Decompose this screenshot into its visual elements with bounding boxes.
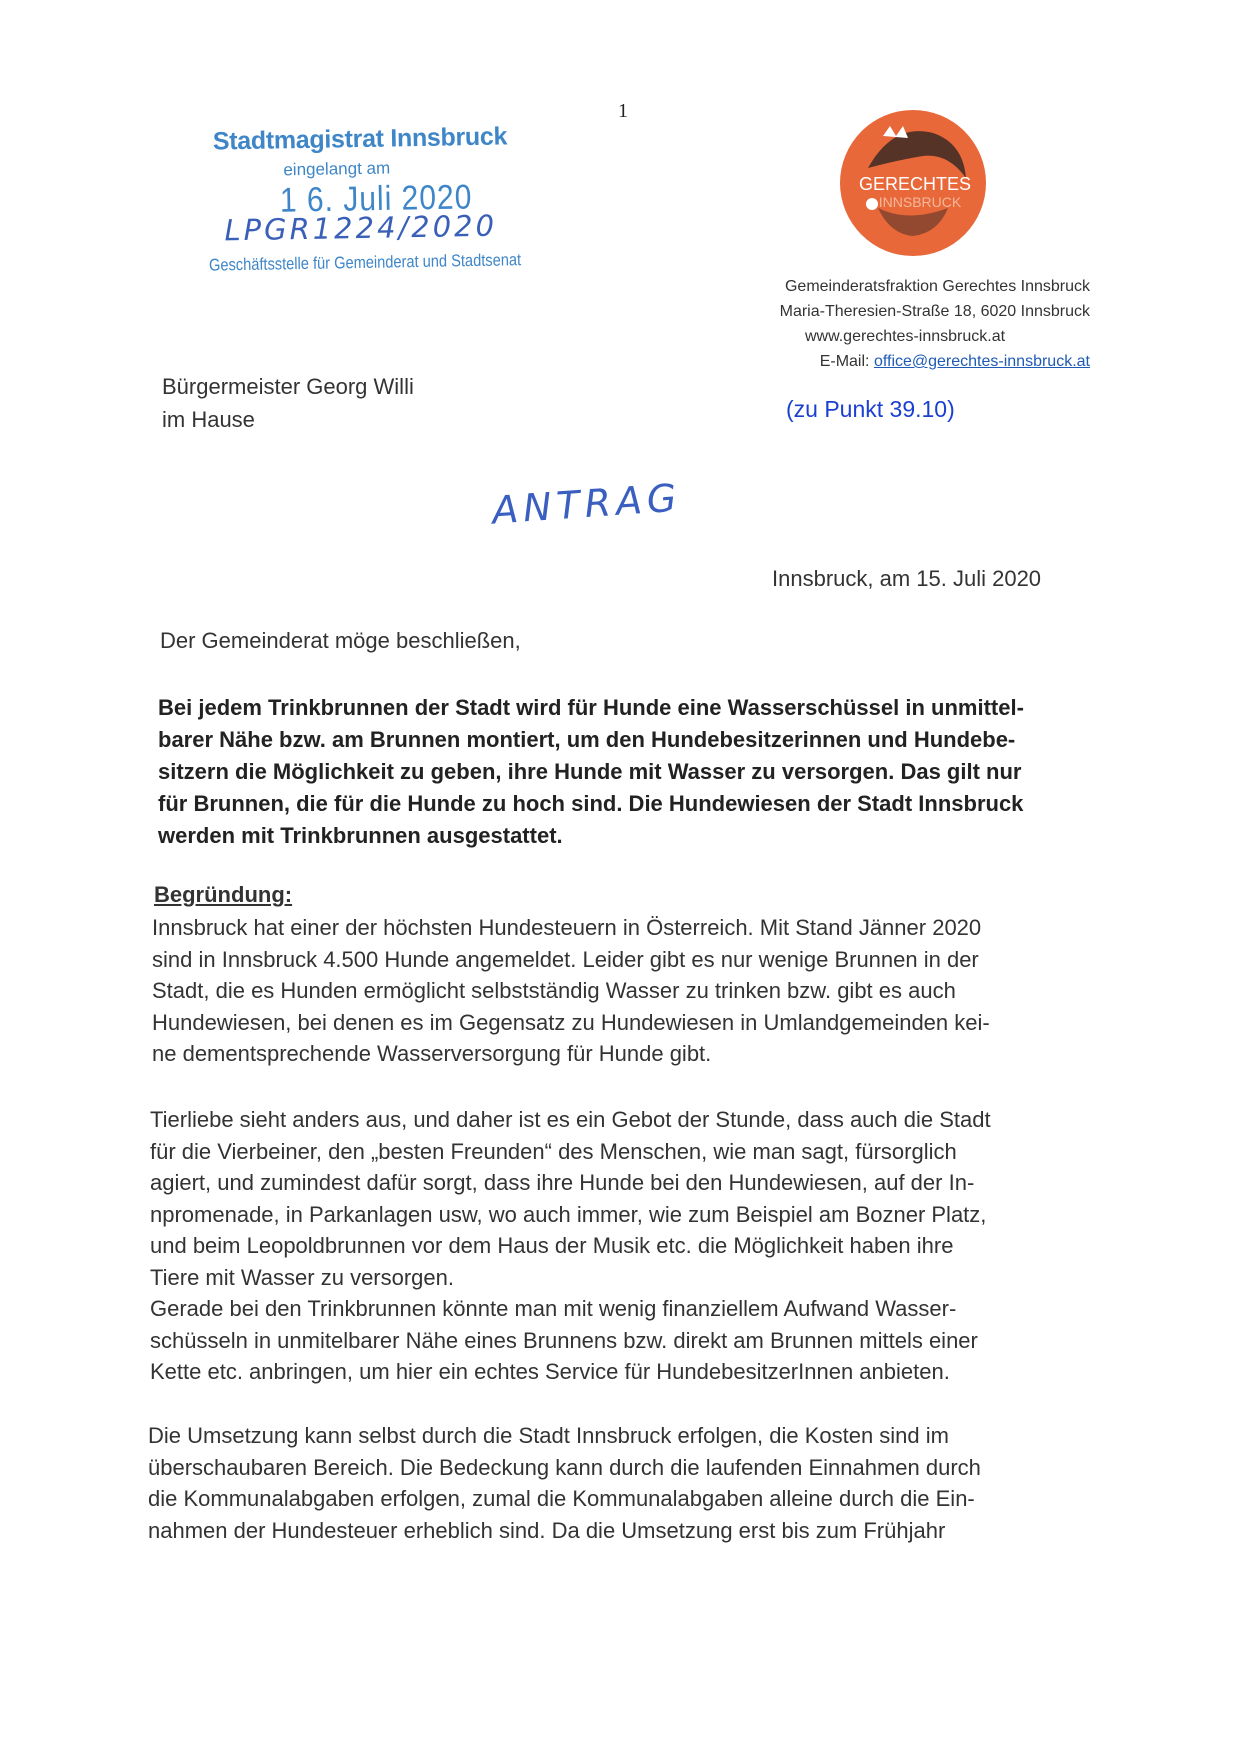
motion-line: Bei jedem Trinkbrunnen der Stadt wird für Hunde eine Wasserschüssel in unmittel- [158, 695, 1024, 720]
paragraph-line: ne dementsprechende Wasserversorgung für Hunde gibt. [152, 1041, 712, 1066]
party-website[interactable]: www.gerechtes-innsbruck.at [804, 328, 1006, 345]
section-heading: Begründung: [154, 882, 293, 907]
paragraph-line: Tierliebe sieht anders aus, und daher ist es ein Gebot der Stunde, dass auch die Stadt [150, 1107, 991, 1132]
paragraph-3 [148, 1420, 1078, 1546]
paragraph-line: Kette etc. anbringen, um hier ein echtes Service für HundebesitzerInnen anbieten. [150, 1359, 950, 1384]
party-logo [838, 108, 988, 258]
party-contact-block [700, 274, 1090, 374]
motion-line: barer Nähe bzw. am Brunnen montiert, um den Hundebesitzerinnen und Hundebe- [158, 727, 1016, 752]
motion-line: für Brunnen, die für die Hunde zu hoch sind. Die Hundewiesen der Stadt Innsbruck [158, 791, 1024, 816]
paragraph-line: und beim Leopoldbrunnen vor dem Haus der Musik etc. die Möglichkeit haben ihre [150, 1233, 954, 1258]
logo-text-sub: INNSBRUCK [878, 194, 962, 210]
paragraph-line: agiert, und zumindest dafür sorgt, dass ihre Hunde bei den Hundewiesen, auf der In- [150, 1170, 975, 1195]
paragraph-line: Hundewiesen, bei denen es im Gegensatz zu Hundewiesen in Umlandgemeinden kei- [152, 1009, 990, 1035]
motion-line: werden mit Trinkbrunnen ausgestattet. [158, 823, 563, 848]
party-logo-graphic [838, 108, 988, 258]
motion-line: sitzern die Möglichkeit zu geben, ihre Hunde mit Wasser zu versorgen. Das gilt nur [158, 759, 1022, 784]
party-name: Gemeinderatsfraktion Gerechtes Innsbruck [784, 278, 1090, 295]
paragraph-line: sind in Innsbruck 4.500 Hunde angemeldet. Leider gibt es nur wenige Brunnen in der [152, 946, 979, 972]
paragraph-line: Innsbruck hat einer der höchsten Hundesteuern in Österreich. Mit Stand Jänner 2020 [152, 915, 982, 940]
stamp-title: Stadtmagistrat Innsbruck [212, 122, 508, 156]
stamp-subtitle: eingelangt am [283, 158, 391, 180]
party-email-link[interactable]: office@gerechtes-innsbruck.at [873, 353, 1090, 370]
paragraph-line: Stadt, die es Hunden ermöglicht selbstständig Wasser zu trinken bzw. gibt es auch [152, 978, 956, 1003]
logo-text-main: GERECHTES [858, 174, 972, 194]
paragraph-line: überschaubaren Bereich. Die Bedeckung kann durch die laufenden Einnahmen durch [148, 1454, 981, 1480]
recipient-location: im Hause [162, 407, 255, 432]
paragraph-line: Gerade bei den Trinkbrunnen könnte man mit wenig finanziellem Aufwand Wasser- [150, 1296, 957, 1321]
agenda-reference: (zu Punkt 39.10) [786, 396, 955, 422]
received-stamp [199, 122, 522, 288]
paragraph-line: schüsseln in unmitelbarer Nähe eines Brunnens bzw. direkt am Brunnen mittels einer [150, 1327, 978, 1353]
paragraph-1 [152, 912, 1082, 1070]
intro-line: Der Gemeinderat möge beschließen, [160, 628, 521, 653]
stamp-handwritten-reference: LPGR1224/2020 [224, 208, 498, 248]
handwritten-title: ANTRAG [490, 475, 683, 533]
recipient-block [162, 370, 414, 436]
paragraph-line: npromenade, in Parkanlagen usw, wo auch immer, wie zum Beispiel am Bozner Platz, [150, 1201, 987, 1227]
party-address: Maria-Theresien-Straße 18, 6020 Innsbruck [779, 303, 1090, 320]
party-email-line [700, 349, 1090, 374]
paragraph-line: Tiere mit Wasser zu versorgen. [150, 1264, 455, 1290]
recipient-name: Bürgermeister Georg Willi [162, 374, 414, 399]
motion-text [158, 692, 1078, 852]
date-line: Innsbruck, am 15. Juli 2020 [772, 566, 1042, 591]
paragraph-line: für die Vierbeiner, den „besten Freunden“ des Menschen, wie man sagt, fürsorglich [150, 1138, 957, 1164]
page-number: 1 [618, 100, 628, 122]
stamp-footer: Geschäftsstelle für Gemeinderat und Stadtsenat [208, 250, 522, 275]
stamp-date: 1 6. Juli 2020 [279, 178, 473, 220]
paragraph-2 [150, 1104, 1080, 1388]
paragraph-line: Die Umsetzung kann selbst durch die Stadt Innsbruck erfolgen, die Kosten sind im [148, 1423, 949, 1448]
paragraph-line: die Kommunalabgaben erfolgen, zumal die Kommunalabgaben alleine durch die Ein- [148, 1486, 975, 1511]
party-email-label: E-Mail: [819, 353, 874, 370]
paragraph-line: nahmen der Hundesteuer erheblich sind. Da die Umsetzung erst bis zum Frühjahr [148, 1517, 946, 1543]
